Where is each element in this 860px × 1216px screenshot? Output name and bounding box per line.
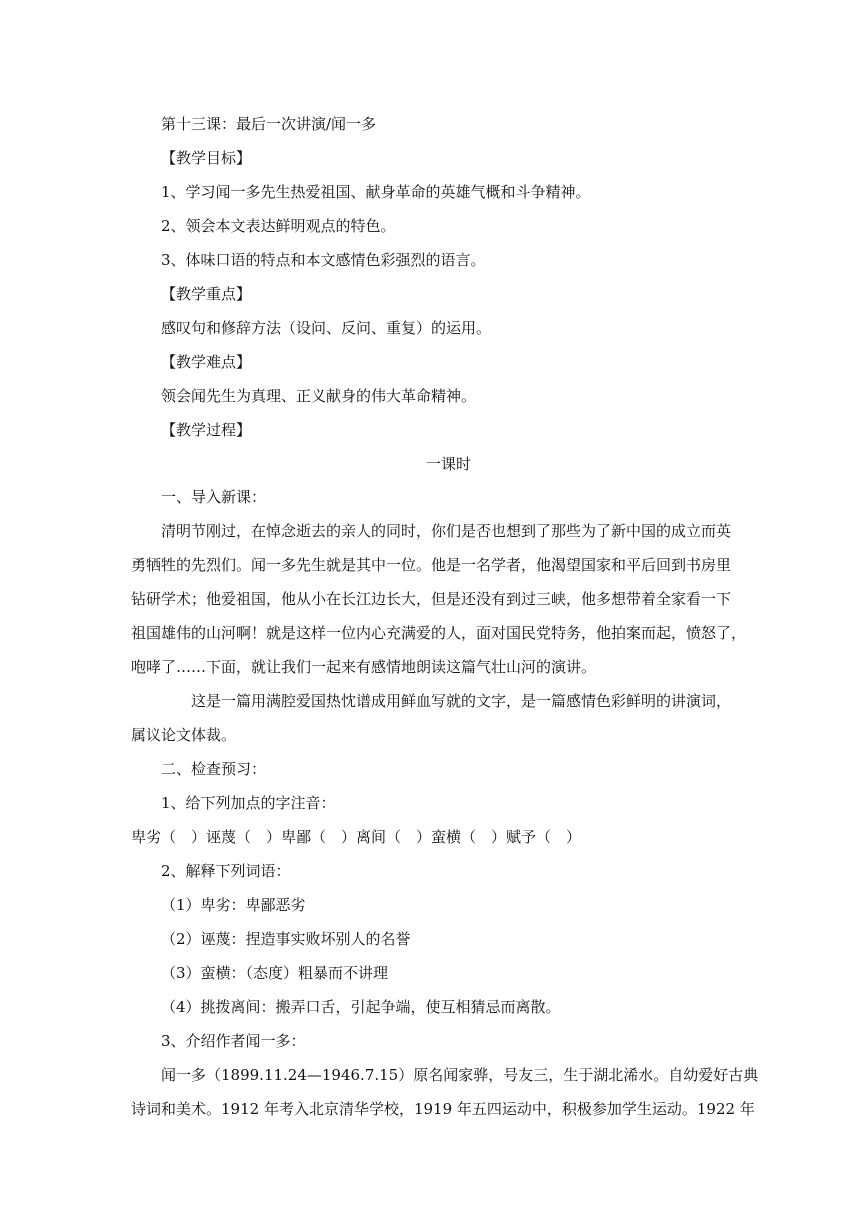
intro-paragraph-line: 钻研学术；他爱祖国，他从小在长江边长大，但是还没有到过三峡，他多想带着全家看一下 [131, 590, 732, 608]
summary-line: 属议论文体裁。 [131, 726, 237, 744]
author-task: 3、介绍作者闻一多： [161, 1032, 306, 1050]
definition-item: （3）蛮横：（态度）粗暴而不讲理 [161, 964, 389, 982]
intro-paragraph-line: 咆哮了……下面，就让我们一起来有感情地朗读这篇气壮山河的演讲。 [131, 658, 597, 676]
definition-item: （4）挑拨离间：搬弄口舌，引起争端，使互相猜忌而离散。 [161, 998, 561, 1016]
lesson-title: 第十三课：最后一次讲演/闻一多 [161, 115, 377, 133]
objectives-heading: 【教学目标】 [161, 149, 252, 167]
key-points-text: 感叹句和修辞方法（设问、反问、重复）的运用。 [161, 319, 492, 337]
difficulties-text: 领会闻先生为真理、正义献身的伟大革命精神。 [161, 387, 477, 405]
lesson-time: 一课时 [425, 455, 471, 473]
pinyin-task: 1、给下列加点的字注音： [161, 794, 336, 812]
summary-line: 这是一篇用满腔爱国热忱谱成用鲜血写就的文字，是一篇感情色彩鲜明的讲演词， [191, 692, 732, 710]
author-paragraph-line: 诗词和美术。1912 年考入北京清华学校，1919 年五四运动中，积极参加学生运动。1922 年 [131, 1100, 755, 1118]
preview-heading: 二、检查预习： [161, 760, 267, 778]
objective-item: 1、学习闻一多先生热爱祖国、献身革命的英雄气概和斗争精神。 [161, 183, 591, 201]
intro-paragraph-line: 清明节刚过，在悼念逝去的亲人的同时，你们是否也想到了那些为了新中国的成立而英 [161, 522, 732, 540]
author-paragraph-line: 闻一多（1899.11.24—1946.7.15）原名闻家骅，号友三，生于湖北浠水。自幼爱好古典 [161, 1066, 759, 1084]
objective-item: 2、领会本文表达鲜明观点的特色。 [161, 217, 396, 235]
definitions-task: 2、解释下列词语： [161, 862, 291, 880]
intro-heading: 一、导入新课： [161, 488, 267, 506]
definition-item: （1）卑劣：卑鄙恶劣 [161, 896, 306, 914]
intro-paragraph-line: 勇牺牲的先烈们。闻一多先生就是其中一位。他是一名学者，他渴望国家和平后回到书房里 [131, 556, 732, 574]
definition-item: （2）诬蔑：捏造事实败坏别人的名誉 [161, 930, 411, 948]
objective-item: 3、体味口语的特点和本文感情色彩强烈的语言。 [161, 251, 486, 269]
process-heading: 【教学过程】 [161, 421, 252, 439]
difficulties-heading: 【教学难点】 [161, 353, 252, 371]
key-points-heading: 【教学重点】 [161, 285, 252, 303]
pinyin-items: 卑劣（ ）诬蔑（ ）卑鄙（ ）离间（ ）蛮横（ ）赋予（ ） [131, 828, 582, 846]
intro-paragraph-line: 祖国雄伟的山河啊！就是这样一位内心充满爱的人，面对国民党特务，他拍案而起，愤怒了， [131, 624, 747, 642]
